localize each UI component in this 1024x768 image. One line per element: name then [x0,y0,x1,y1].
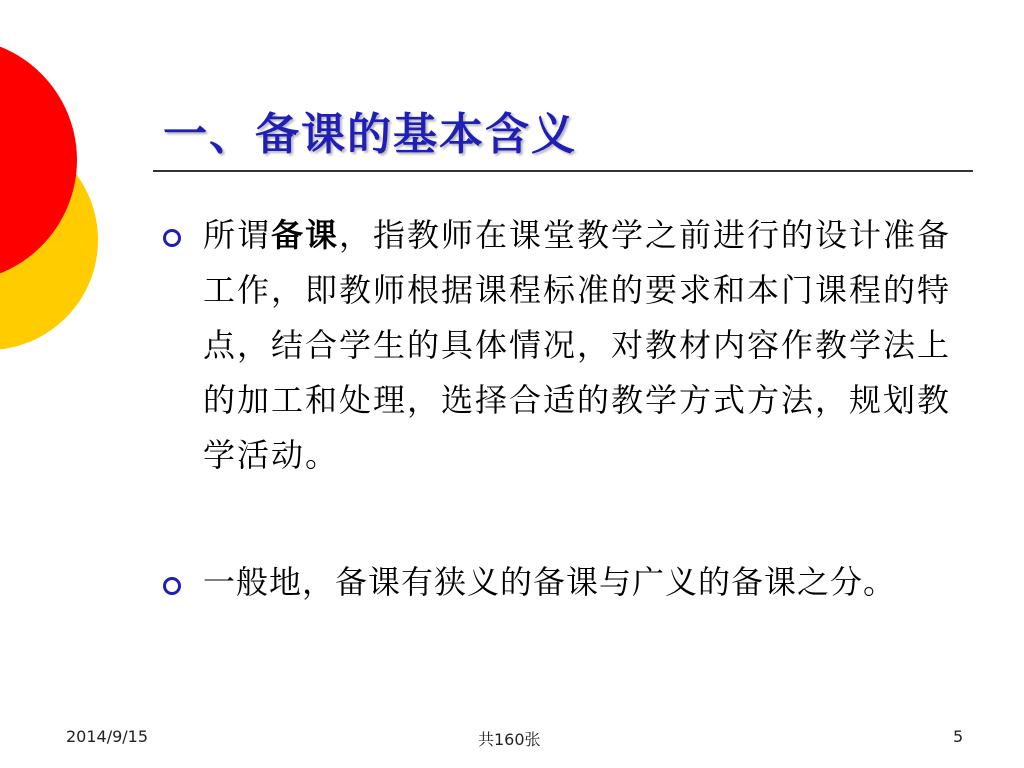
footer-date: 2014/9/15 [66,727,149,746]
bullet-item [163,208,953,483]
bullet-text: 一般地，备课有狭义的备课与广义的备课之分。 [203,563,897,601]
decorative-circles [0,0,110,420]
circle-bullet-icon [163,577,181,595]
footer-page-number: 5 [953,727,964,746]
slide-title: 一、备课的基本含义 [163,109,577,160]
bullet-text [203,208,953,483]
title-divider [153,170,973,172]
bullet-lead: 所谓 [203,216,272,254]
bullet-term: 备课 [271,216,340,254]
bullet-item [163,555,953,610]
footer-slide-count: 共160张 [478,730,541,749]
circle-bullet-icon [163,229,181,247]
bullet-body: ，指教师在课堂教学之前进行的设计准备工作，即教师根据课程标准的要求和本门课程的特点，结合学生的具体情况，对教材内容作教学法上的加工和处理，选择合适的教学方式方法，规划教学活动。 [203,216,952,474]
